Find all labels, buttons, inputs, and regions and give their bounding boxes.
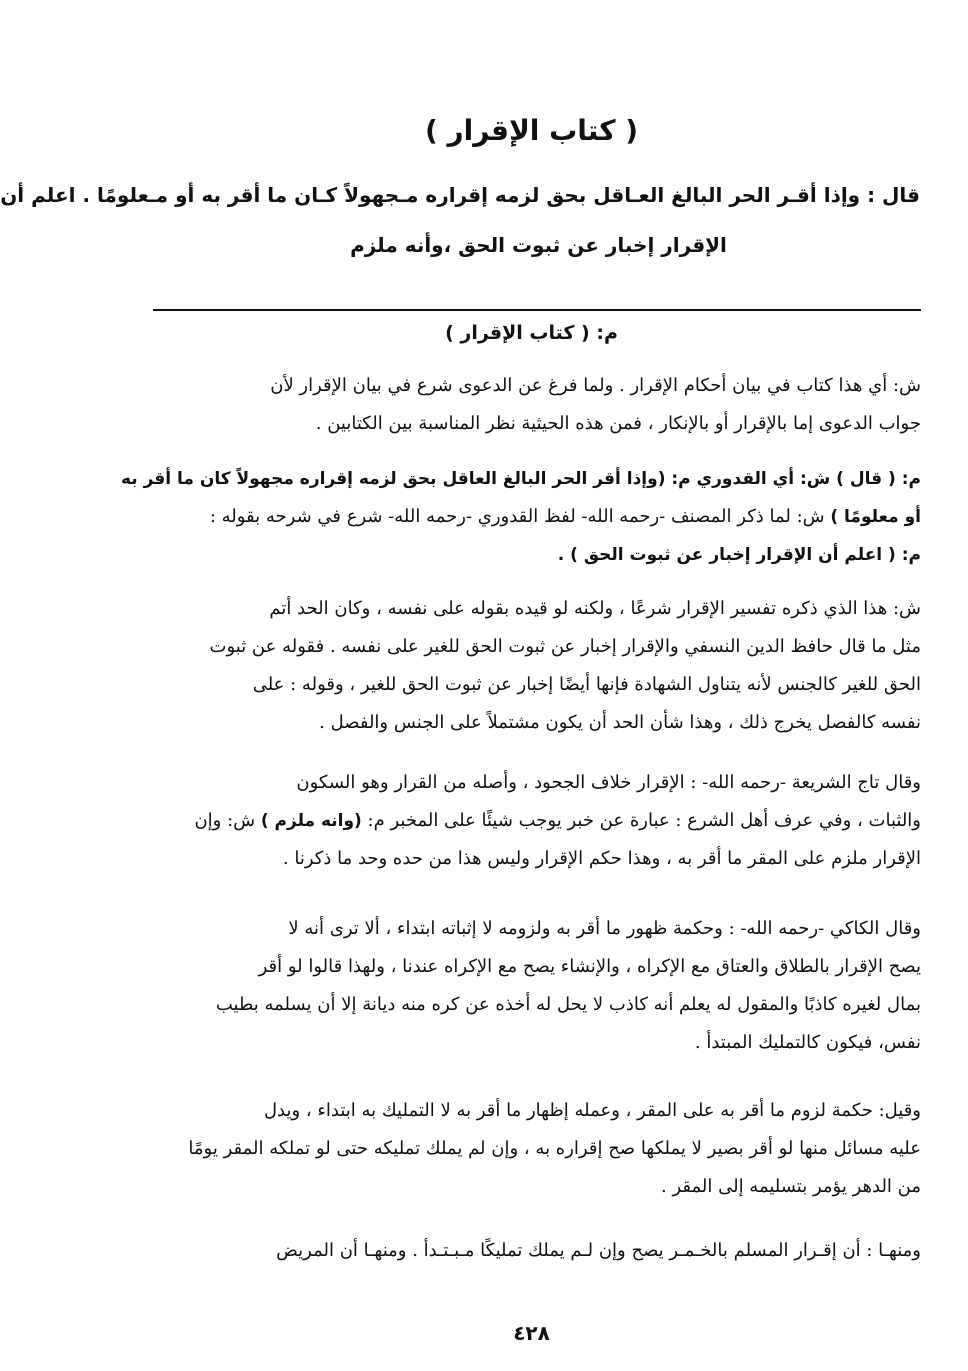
matn-line: قال : وإذا أقـر الحر البالغ العـاقل بحق لزمه إقراره مـجهولاً كـان ما أقر به أو مـعلومًا . اعلم أن: [0, 183, 920, 207]
paragraph-3: [157, 590, 921, 742]
paragraph-line: ش: أي هذا كتاب في بيان أحكام الإقرار . ولما فرغ عن الدعوى شرع في بيان الإقرار لأن: [270, 375, 921, 396]
paragraph-7: [157, 1232, 921, 1270]
matn-text: [0, 170, 920, 270]
divider-line: [153, 309, 921, 311]
quoted-matn: (وانه ملزم ): [260, 811, 362, 831]
paragraph-line: ش: هذا الذي ذكره تفسير الإقرار شرعًا ، ولكنه لو قيده بقوله على نفسه ، وكان الحد أتم: [269, 598, 921, 619]
paragraph-1: [157, 367, 921, 443]
paragraph-2: [120, 460, 921, 574]
paragraph-line: [157, 802, 921, 840]
paragraph-line: الحق للغير كالجنس لأنه يتناول الشهادة فإنها أيضًا إخبار عن ثبوت الحق للغير ، وقوله : على: [252, 674, 921, 695]
commentary-text: ش: لما ذكر المصنف -رحمه الله- لفظ القدوري -رحمه الله- شرع في شرحه بقوله :: [209, 506, 831, 527]
paragraph-line: جواب الدعوى إما بالإقرار أو بالإنكار ، فمن هذه الحيثية نظر المناسبة بين الكتابين .: [315, 413, 921, 434]
commentary-text: ش: وإن: [194, 810, 261, 831]
page-number: ٤٢٨: [513, 1321, 550, 1345]
paragraph-4: [157, 764, 921, 878]
paragraph-line: الإقرار ملزم على المقر ما أقر به ، وهذا حكم الإقرار وليس هذا من حده وحد ما ذكرنا .: [282, 848, 921, 869]
paragraph-line: بمال لغيره كاذبًا والمقول له يعلم أنه كاذب لا يحل له أخذه عن كره منه ديانة إلا أن يسلمه بطيب: [215, 994, 921, 1015]
paragraph-line: عليه مسائل منها لو أقر بصير لا يملكها صح إقراره به ، وإن لم يملك تمليكه حتى لو تملكه المقر يومًا: [188, 1138, 921, 1159]
commentary-chapter-title: م: ( كتاب الإقرار ): [445, 322, 618, 344]
paragraph-line: مثل ما قال حافظ الدين النسفي والإقرار إخبار عن ثبوت الحق للغير على نفسه . فقوله عن ثبوت: [209, 636, 921, 657]
paragraph-line: ومنهـا : أن إقـرار المسلم بالخـمـر يصح وإن لـم يملك تمليكًا مـبـتـدأ . ومنهـا أن المريض: [276, 1240, 921, 1261]
chapter-title: ( كتاب الإقرار ): [424, 114, 639, 147]
paragraph-line: وقال الكاكي -رحمه الله- : وحكمة ظهور ما أقر به ولزومه لا إثباته ابتداء ، ألا ترى أنه لا: [288, 918, 921, 939]
commentary-text: والثبات ، وفي عرف أهل الشرع : عبارة عن خبر يوجب شيئًا على المخبر م:: [361, 810, 921, 831]
paragraph-line: [157, 498, 921, 536]
matn-line: الإقرار إخبار عن ثبوت الحق ،وأنه ملزم: [350, 233, 727, 257]
paragraph-line: نفسه كالفصل يخرج ذلك ، وهذا شأن الحد أن يكون مشتملاً على الجنس والفصل .: [319, 712, 921, 733]
paragraph-line: نفس، فيكون كالتمليك المبتدأ .: [694, 1032, 921, 1053]
paragraph-line: وقيل: حكمة لزوم ما أقر به على المقر ، وعمله إظهار ما أقر به لا التمليك به ابتداء ، ويدل: [263, 1100, 921, 1121]
paragraph-line: م: ( اعلم أن الإقرار إخبار عن ثبوت الحق ) .: [557, 545, 921, 565]
paragraph-line: من الدهر يؤمر بتسليمه إلى المقر .: [661, 1176, 921, 1197]
paragraph-line: يصح الإقرار بالطلاق والعتاق مع الإكراه ، والإنشاء يصح مع الإكراه عندنا ، ولهذا قالوا لو أقر: [258, 956, 921, 977]
paragraph-6: [157, 1092, 921, 1206]
paragraph-5: [157, 910, 921, 1062]
paragraph-line: وقال تاج الشريعة -رحمه الله- : الإقرار خلاف الجحود ، وأصله من القرار وهو السكون: [296, 772, 921, 793]
paragraph-line: م: ( قال ) ش: أي القدوري م: (وإذا أقر الحر البالغ العاقل بحق لزمه إقراره مجهولاً كان ما أقر به: [120, 469, 921, 489]
quoted-matn: أو معلومًا ): [830, 507, 921, 527]
